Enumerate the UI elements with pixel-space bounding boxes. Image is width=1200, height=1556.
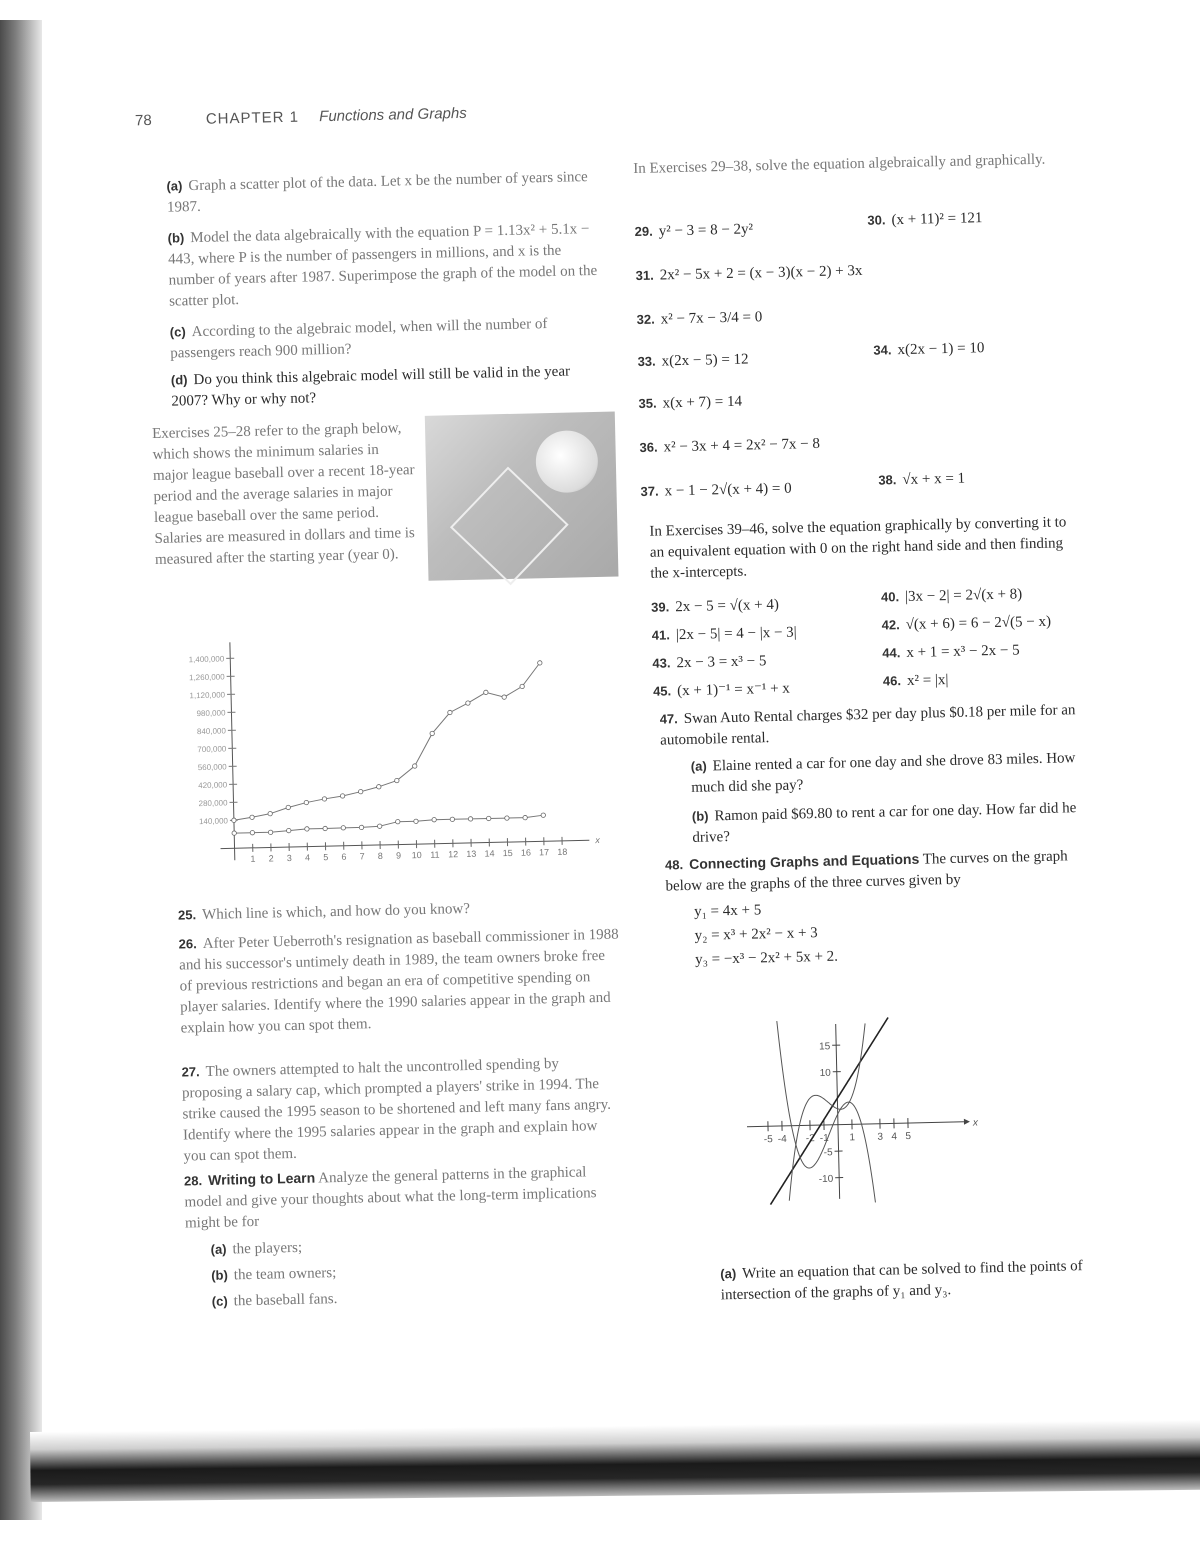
x-tick-label: 1 xyxy=(849,1132,855,1143)
data-point xyxy=(412,764,416,768)
y-tick-label: 840,000 xyxy=(197,726,227,736)
data-point xyxy=(484,690,488,694)
x-tick-label: 17 xyxy=(539,847,549,857)
x-axis-arrow xyxy=(964,1119,970,1125)
exercise-31: 31. 2x² − 5x + 2 = (x − 3)(x − 2) + 3x xyxy=(635,260,862,287)
x-axis xyxy=(221,840,590,848)
x-tick-label: -1 xyxy=(820,1133,830,1144)
x-tick-label: 3 xyxy=(287,853,292,863)
data-point xyxy=(523,815,527,819)
data-point xyxy=(414,819,418,823)
data-point xyxy=(268,830,272,834)
y-axis xyxy=(230,642,235,860)
data-point xyxy=(286,805,290,809)
x-tick-label: 2 xyxy=(269,853,274,863)
x-tick-label: -5 xyxy=(764,1134,774,1145)
data-point xyxy=(377,824,381,828)
y-tick-label: -10 xyxy=(819,1174,834,1185)
x-tick-label: 14 xyxy=(484,848,494,858)
x-tick-label: 7 xyxy=(360,851,365,861)
y-tick-label: 560,000 xyxy=(198,762,228,772)
exercise-33: 33. x(2x − 5) = 12 xyxy=(637,348,748,373)
exercise-46: 46. x² = |x| xyxy=(883,669,949,692)
equation-y3: y₃ = −x³ − 2x² + 5x + 2. xyxy=(695,947,838,971)
x-tick-label: 4 xyxy=(891,1131,897,1142)
equation-y2: y₂ = x³ + 2x² − x + 3 xyxy=(694,923,818,947)
exercise-28-c: (c) the baseball fans. xyxy=(212,1282,612,1313)
data-point xyxy=(502,695,506,699)
exercise-26: 26. After Peter Ueberroth's resignation as baseball commissioner in 1988 and his successor's untimely death in 1989, the team owners broke free of previous restrictions and began an era of competitive spending on player salaries. Identify where the 1990 salaries appear in the graph and explain how you can spot them. xyxy=(178,924,620,1040)
exercise-29: 29. y² − 3 = 8 − 2y² xyxy=(634,218,753,243)
exercise-48-a: (a) Write an equation that can be solved to find the points of intersection of the graphs of y₁ and y₃. xyxy=(720,1254,1141,1307)
x-axis-label: x xyxy=(972,1117,979,1128)
y-tick-label: 420,000 xyxy=(198,780,228,790)
salary-chart xyxy=(162,629,628,889)
y-tick-label: 1,120,000 xyxy=(189,690,225,700)
exercise-40: 40. |3x − 2| = 2√(x + 8) xyxy=(881,583,1023,608)
y-tick-label: 700,000 xyxy=(197,744,227,754)
exercise-part-d: (d) Do you think this algebraic model will still be valid in the year 2007? Why or why not? xyxy=(171,360,602,413)
data-point xyxy=(322,797,326,801)
baseball-graphic xyxy=(535,430,598,493)
exercises-39-46-intro: In Exercises 39–46, solve the equation graphically by converting it to an equivalent equation with 0 on the right hand side and then finding the x-intercepts. xyxy=(649,512,1080,585)
y-tick-label: 1,260,000 xyxy=(189,672,225,682)
data-point xyxy=(268,811,272,815)
y-tick-label: 15 xyxy=(819,1041,831,1052)
data-point xyxy=(450,817,454,821)
x-tick-label: 4 xyxy=(305,853,310,863)
x-tick-label: 18 xyxy=(557,847,567,857)
data-point xyxy=(538,661,542,665)
exercise-48: 48. Connecting Graphs and Equations The curves on the graph below are the graphs of the three curves given by xyxy=(665,845,1096,898)
data-point xyxy=(377,785,381,789)
data-point xyxy=(359,825,363,829)
data-point xyxy=(430,731,434,735)
page-number: 78 xyxy=(135,112,152,129)
exercise-36: 36. x² − 3x + 4 = 2x² − 7x − 8 xyxy=(639,433,820,459)
x-tick-label: 8 xyxy=(378,851,383,861)
y-tick-label: 10 xyxy=(820,1068,832,1079)
exercise-34: 34. x(2x − 1) = 10 xyxy=(873,337,984,362)
data-point xyxy=(448,710,452,714)
curves-graph xyxy=(720,971,1006,1227)
exercise-47-b: (b) Ramon paid $69.80 to rent a car for one day. How far did he drive? xyxy=(692,796,1113,849)
data-point xyxy=(466,701,470,705)
data-point xyxy=(396,819,400,823)
data-point xyxy=(340,794,344,798)
page-header xyxy=(135,105,467,130)
data-point xyxy=(432,817,436,821)
data-point xyxy=(304,800,308,804)
exercise-part-b: (b) Model the data algebraically with the equation P = 1.13x² + 5.1x − 443, where P is the number of passengers in millions, and x is the number of years after 1987. Superimpose the graph of the model on the scatter plot. xyxy=(167,218,599,313)
baseball-photo xyxy=(425,412,619,581)
x-tick-label: 5 xyxy=(323,852,328,862)
chapter-label: CHAPTER 1 xyxy=(206,109,300,128)
x-tick-label: 13 xyxy=(466,849,476,859)
chapter-title: Functions and Graphs xyxy=(319,105,467,125)
exercise-37: 37. x − 1 − 2√(x + 4) = 0 xyxy=(640,478,792,503)
x-tick-label: -2 xyxy=(806,1133,816,1144)
equation-y1: y₁ = 4x + 5 xyxy=(694,900,762,923)
data-point xyxy=(358,789,362,793)
exercise-38: 38. √x + x = 1 xyxy=(878,468,965,492)
data-point xyxy=(232,831,236,835)
data-point xyxy=(541,813,545,817)
x-axis-label: x xyxy=(594,835,600,845)
x-tick-label: 1 xyxy=(250,854,255,864)
x-tick-label: 15 xyxy=(503,848,513,858)
average-salary-series xyxy=(230,663,543,820)
data-point xyxy=(468,817,472,821)
y-tick-label: 280,000 xyxy=(198,798,228,808)
minimum-salary-series xyxy=(234,815,544,833)
data-point xyxy=(250,830,254,834)
exercise-45: 45. (x + 1)⁻¹ = x⁻¹ + x xyxy=(653,678,790,703)
data-point xyxy=(486,816,490,820)
exercise-28-a: (a) the players; xyxy=(210,1230,610,1261)
x-tick-label: 10 xyxy=(412,850,422,860)
x-tick-label: 6 xyxy=(341,852,346,862)
exercise-41: 41. |2x − 5| = 4 − |x − 3| xyxy=(652,621,797,646)
exercise-42: 42. √(x + 6) = 6 − 2√(5 − x) xyxy=(881,611,1051,637)
data-point xyxy=(232,818,236,822)
data-point xyxy=(520,684,524,688)
exercises-29-38-intro: In Exercises 29–38, solve the equation algebraically and graphically. xyxy=(633,150,1053,181)
x-axis xyxy=(747,1122,964,1127)
exercise-43: 43. 2x − 3 = x³ − 5 xyxy=(652,650,766,675)
exercise-39: 39. 2x − 5 = √(x + 4) xyxy=(651,594,779,619)
x-tick-label: 12 xyxy=(448,849,458,859)
exercise-35: 35. x(x + 7) = 14 xyxy=(638,391,742,415)
data-point xyxy=(395,778,399,782)
x-tick-label: 11 xyxy=(430,850,440,860)
exercise-32: 32. x² − 7x − 3/4 = 0 xyxy=(636,306,762,331)
exercise-47: 47. Swan Auto Rental charges $32 per day plus $0.18 per mile for an automobile rental. xyxy=(659,699,1090,752)
x-tick-label: 16 xyxy=(521,848,531,858)
exercise-25: 25. Which line is which, and how do you know? xyxy=(178,895,618,927)
y-tick-label: 140,000 xyxy=(199,816,229,826)
y-tick-label: -5 xyxy=(824,1147,834,1158)
y-tick-label: 1,400,000 xyxy=(189,654,225,664)
exercise-44: 44. x + 1 = x³ − 2x − 5 xyxy=(882,639,1020,664)
exercise-28-b: (b) the team owners; xyxy=(211,1256,611,1287)
data-point xyxy=(287,828,291,832)
data-point xyxy=(250,815,254,819)
exercise-28: 28. Writing to Learn Analyze the general patterns in the graphical model and give your thoughts about what the long-term implications might be for xyxy=(184,1161,625,1235)
x-tick-label: 3 xyxy=(877,1132,883,1143)
data-point xyxy=(341,826,345,830)
data-point xyxy=(305,827,309,831)
data-point xyxy=(505,816,509,820)
exercises-25-28-intro: Exercises 25–28 refer to the graph below, which shows the minimum salaries in major league baseball over a recent 18-year period and the average salaries in major league baseball over the same period. Salaries are measured in dollars and time is measured after the starting year (year 0). xyxy=(152,418,417,571)
exercise-part-a: (a) Graph a scatter plot of the data. Let x be the number of years since 1987. xyxy=(166,166,597,219)
exercise-30: 30. (x + 11)² = 121 xyxy=(867,207,982,232)
exercise-part-c: (c) According to the algebraic model, when will the number of passengers reach 900 million? xyxy=(170,312,601,365)
x-tick-label: 9 xyxy=(396,850,401,860)
exercise-47-a: (a) Elaine rented a car for one day and she drove 83 miles. How much did she pay? xyxy=(691,746,1112,799)
x-tick-label: -4 xyxy=(778,1134,788,1145)
y-tick-label: 980,000 xyxy=(196,708,226,718)
x-tick-label: 5 xyxy=(905,1131,911,1142)
exercise-27: 27. The owners attempted to halt the uncontrolled spending by proposing a salary cap, which prompted a players' strike in 1994. The strike caused the 1995 season to be shortened and left many fans angry. Identify where the 1995 salaries appear in the graph and explain how you can spot them. xyxy=(181,1052,623,1168)
data-point xyxy=(323,826,327,830)
